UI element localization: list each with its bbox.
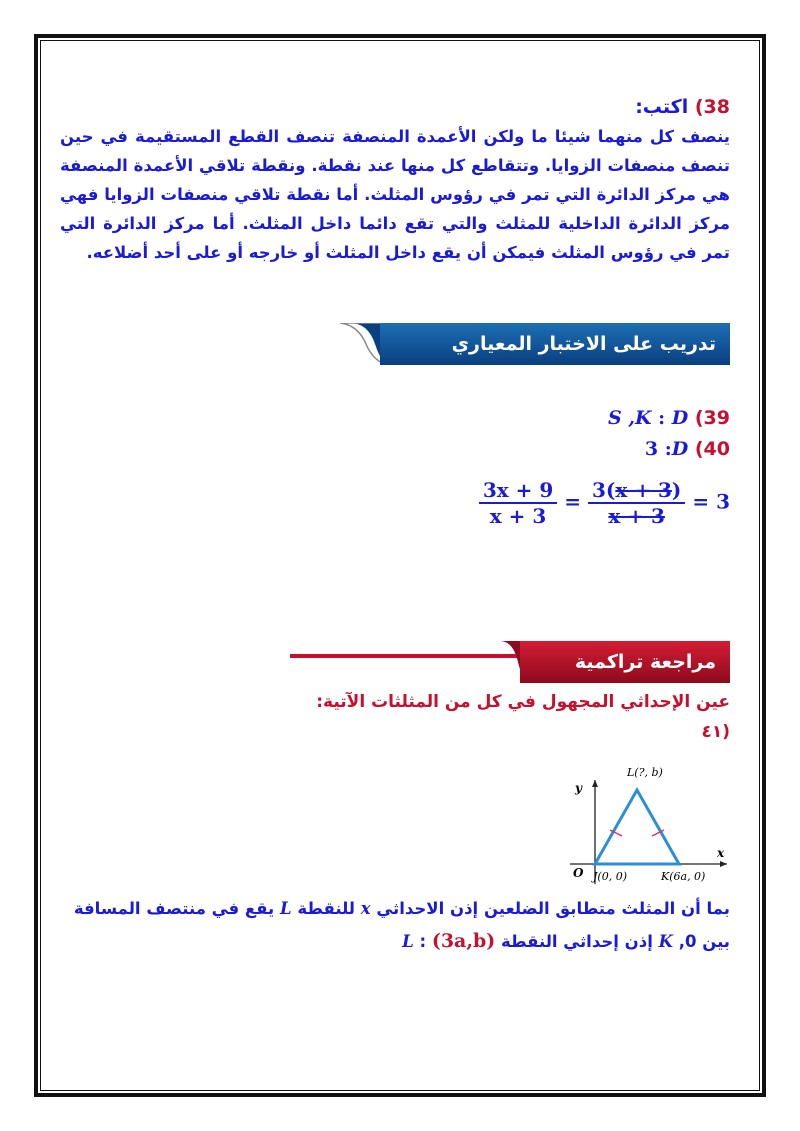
question-41-answer — [60, 893, 730, 958]
answer-letter: D — [671, 438, 689, 460]
label-J: J(0, 0) — [593, 870, 627, 883]
answer-values: S ,K — [608, 407, 652, 429]
section-instruction: عين الإحداثي المجهول في كل من المثلثات الآتية: — [316, 692, 730, 712]
fraction-middle: $\frac{3(x + 3)}{x + 3}$ — [588, 478, 685, 528]
question-41-number: (٤١ — [701, 722, 730, 742]
label-L: L(?, b) — [627, 766, 663, 779]
banner-title: مراجعة تراكمية — [520, 641, 730, 683]
explain-line-1: بما أن المثلث متطابق الضلعين إذن الاحداثي x للنقطة L يقع في منتصف المسافة — [73, 899, 730, 918]
question-instruction: اكتب: — [635, 96, 689, 118]
question-38-answer: ينصف كل منهما شيئا ما ولكن الأعمدة المنصفة تنصف القطع المستقيمة في حين تنصف منصفات الزوايا. وتتقاطع كل منها عند نقطة. ونقطة تلاقي الأعمدة المنصفة هي مركز الدائرة التي تمر في رؤوس المثلث. أما نقطة تلاقي منصفات الزوايا فهي مركز الدائرة الداخلية للمثلث والتي تقع دائما داخل المثلث. أما مركز الدائرة التي تمر في رؤوس المثلث فيمكن أن يقع داخل المثلث أو خارجه أو على أحد أضلاعه. — [60, 127, 730, 262]
simplification-equation: $\frac{3x + 9}{x + 3}$ = $\frac{3(x + 3)}{x + 3}$ = 3 — [479, 478, 730, 528]
triangle-graph — [565, 760, 735, 890]
question-number: (40 — [694, 438, 730, 460]
result-coordinate: (3a,b) — [431, 930, 496, 952]
answer-value: 3 — [644, 438, 659, 460]
answer-40: 3 :D (40 — [644, 438, 730, 460]
fraction-left: $\frac{3x + 9}{x + 3}$ — [479, 478, 557, 528]
question-number: (39 — [694, 407, 730, 429]
banner-standardized-test — [330, 323, 730, 365]
label-origin: O — [573, 866, 584, 880]
label-K: K(6a, 0) — [661, 870, 706, 883]
explain-line-2: بين 0, K إذن إحداثي النقطة L : (3a,b) — [402, 930, 730, 952]
answer-39: S ,K : D (39 — [608, 407, 730, 429]
question-number: 38) — [694, 96, 730, 118]
answer-letter: D — [671, 407, 689, 429]
question-38-heading — [635, 96, 730, 118]
banner-cumulative-review — [270, 641, 730, 683]
label-x: x — [717, 846, 725, 860]
triangle — [595, 790, 679, 864]
label-y: y — [575, 781, 582, 795]
banner-title: تدريب على الاختبار المعياري — [380, 323, 730, 365]
result-value: 3 — [716, 489, 730, 514]
